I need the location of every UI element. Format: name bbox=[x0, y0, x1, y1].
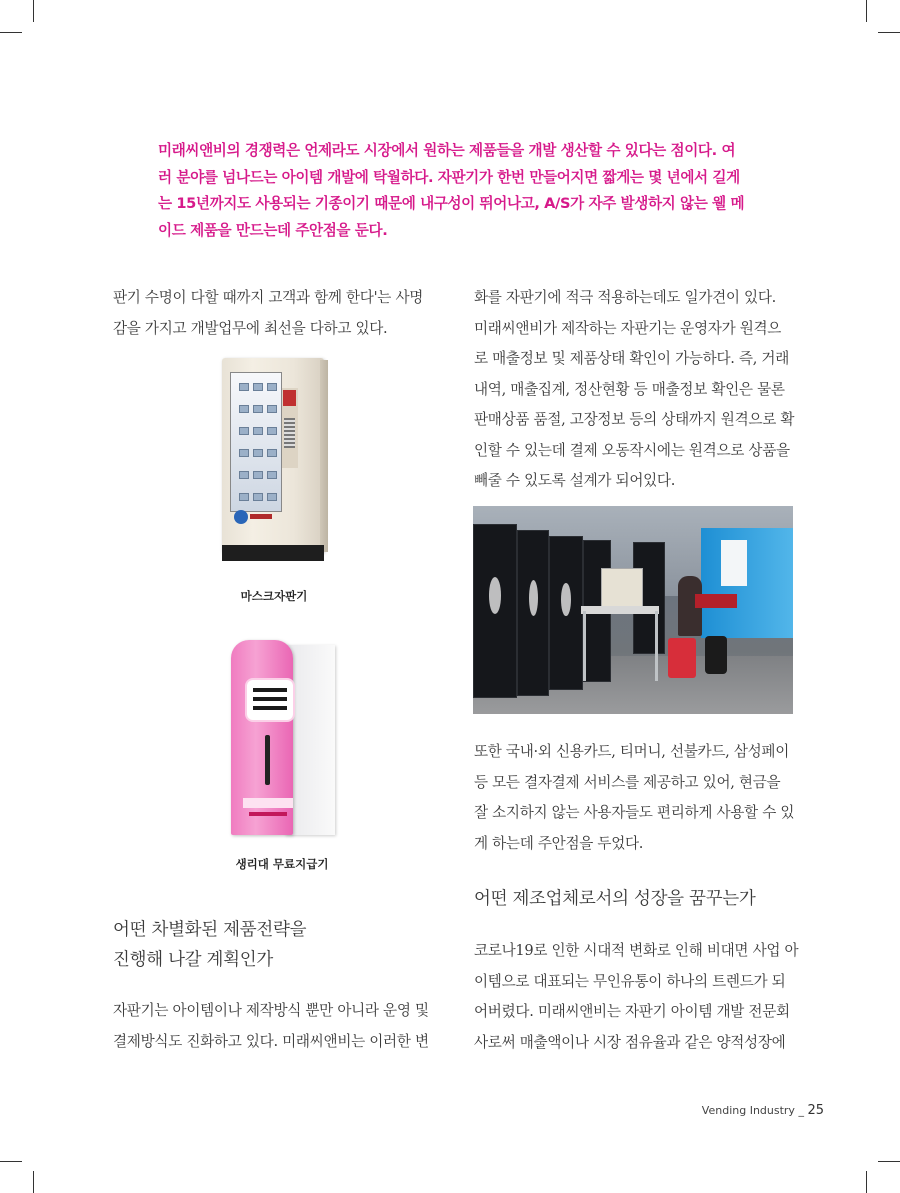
body-line: 빼줄 수 있도록 설계가 되어있다. bbox=[474, 472, 676, 489]
body-line: 잘 소지하지 않는 사용자들도 편리하게 사용할 수 있 bbox=[474, 804, 795, 821]
right-middle-text bbox=[474, 737, 794, 859]
body-line: 판기 수명이 다할 때까지 고객과 함께 한다'는 사명 bbox=[113, 289, 424, 306]
crop-mark bbox=[33, 0, 34, 22]
figure-caption-mask-vending: 마스크자판기 bbox=[240, 589, 308, 603]
body-line: 이템으로 대표되는 무인유통이 하나의 트렌드가 되 bbox=[474, 972, 786, 990]
crop-mark bbox=[33, 1171, 34, 1193]
body-line: 로 매출정보 및 제품상태 확인이 가능하다. 즉, 거래 bbox=[474, 350, 790, 367]
body-line: 게 하는데 주안점을 두었다. bbox=[474, 834, 644, 852]
body-line: 미래씨앤비가 제작하는 자판기는 운영자가 원격으 bbox=[474, 319, 782, 337]
body-line: 감을 가지고 개발업무에 최선을 다하고 있다. bbox=[113, 319, 388, 337]
section-heading-growth bbox=[474, 884, 755, 914]
body-line: 인할 수 있는데 결제 오동작시에는 원격으로 상품을 bbox=[474, 441, 790, 459]
crop-mark bbox=[866, 1171, 867, 1193]
section-heading-product-strategy bbox=[113, 915, 306, 975]
page-footer bbox=[702, 1103, 824, 1118]
crop-mark bbox=[878, 1161, 900, 1162]
body-line: 자판기는 아이템이나 제작방식 뿐만 아니라 운영 및 bbox=[113, 1002, 429, 1019]
page-number: 25 bbox=[807, 1103, 824, 1118]
body-line: 코로나19로 인한 시대적 변화로 인해 비대면 사업 아 bbox=[474, 942, 799, 959]
heading-line: 어떤 차별화된 제품전략을 bbox=[113, 920, 307, 940]
lead-line: 는 15년까지도 사용되는 기종이기 때문에 내구성이 뛰어나고, A/S가 자주 발생하지 않는 웰 메 bbox=[158, 195, 745, 212]
right-bottom-text bbox=[474, 936, 798, 1058]
crop-mark bbox=[0, 32, 22, 33]
body-line: 등 모든 결자결제 서비스를 제공하고 있어, 현금을 bbox=[474, 773, 781, 791]
lead-paragraph bbox=[158, 138, 750, 244]
pad-dispenser-photo bbox=[225, 630, 337, 835]
crop-mark bbox=[0, 1161, 22, 1162]
body-line: 내역, 매출집계, 정산현황 등 매출정보 확인은 물론 bbox=[474, 380, 785, 398]
magazine-name: Vending Industry _ bbox=[701, 1104, 804, 1117]
heading-line: 진행해 나갈 계획인가 bbox=[113, 950, 273, 970]
lead-line: 이드 제품을 만드는데 주안점을 둔다. bbox=[158, 221, 388, 239]
lead-line: 미래씨앤비의 경쟁력은 언제라도 시장에서 원하는 제품들을 개발 생산할 수 있다는 점이다. 여 bbox=[158, 142, 736, 159]
heading-line: 어떤 제조업체로서의 성장을 꿈꾸는가 bbox=[474, 889, 756, 909]
factory-room-photo bbox=[473, 506, 793, 714]
crop-mark bbox=[866, 0, 867, 22]
body-line: 결제방식도 진화하고 있다. 미래씨앤비는 이러한 변 bbox=[113, 1032, 429, 1050]
body-line: 판매상품 품절, 고장정보 등의 상태까지 원격으로 확 bbox=[474, 411, 795, 428]
body-line: 또한 국내·외 신용카드, 티머니, 선불카드, 삼성페이 bbox=[474, 743, 790, 760]
left-body-text bbox=[113, 996, 429, 1057]
right-top-text bbox=[474, 283, 794, 497]
body-line: 어버렸다. 미래씨앤비는 자판기 아이템 개발 전문회 bbox=[474, 1003, 790, 1020]
mask-vending-machine-photo bbox=[218, 358, 328, 563]
crop-mark bbox=[878, 32, 900, 33]
lead-line: 러 분야를 넘나드는 아이템 개발에 탁월하다. 자판기가 한번 만들어지면 짧게는 몇 년에서 길게 bbox=[158, 168, 740, 186]
body-line: 사로써 매출액이나 시장 점유율과 같은 양적성장에 bbox=[474, 1033, 786, 1051]
figure-caption-pad-dispenser: 생리대 무료지급기 bbox=[235, 857, 329, 871]
body-line: 화를 자판기에 적극 적용하는데도 일가견이 있다. bbox=[474, 289, 776, 306]
left-intro-text bbox=[113, 283, 423, 344]
